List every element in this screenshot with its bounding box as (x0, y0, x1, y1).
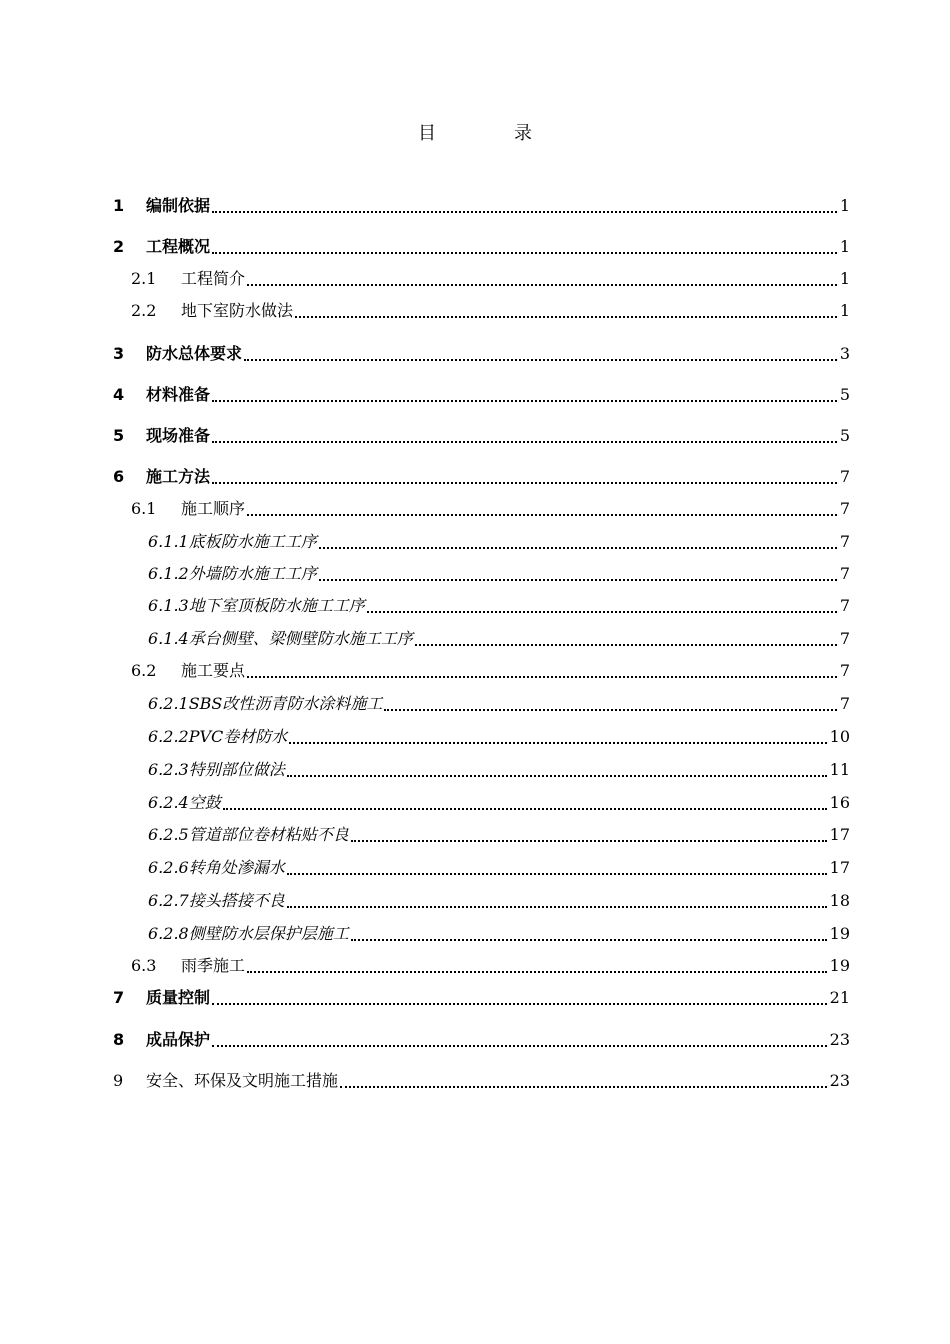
toc-dot-leader (247, 282, 837, 286)
toc-dot-leader (212, 1001, 827, 1005)
page-title-left: 目 (418, 123, 436, 144)
toc-entry-title: 地下室防水做法 (181, 298, 295, 324)
toc-entry-number: 9 (113, 1071, 124, 1090)
toc-entry-page: 5 (837, 423, 850, 449)
toc-entry[interactable] (0, 193, 950, 219)
toc-entry-title: 工程概况 (146, 234, 212, 260)
toc-entry-title: 安全、环保及文明施工措施 (146, 1068, 340, 1094)
toc-entry-number: 2 (113, 237, 125, 256)
toc-entry-number: 6 (113, 467, 125, 486)
toc-entry-page: 1 (837, 193, 850, 219)
toc-entry[interactable] (0, 985, 950, 1011)
toc-entry[interactable] (0, 593, 950, 619)
toc-dot-leader (212, 398, 837, 402)
toc-entry-title: 现场准备 (146, 423, 212, 449)
toc-entry-number: 5 (113, 426, 125, 445)
toc-dot-leader (287, 904, 827, 908)
toc-dot-leader (367, 609, 837, 613)
page-title-right: 录 (514, 123, 532, 144)
toc-entry[interactable] (0, 561, 950, 587)
toc-entry-title: 质量控制 (146, 985, 212, 1011)
toc-entry-title: 6.1.2外墙防水施工工序 (148, 561, 319, 587)
toc-entry-number: 6.2 (131, 661, 157, 680)
toc-entry-page: 23 (827, 1027, 850, 1053)
toc-entry[interactable] (0, 266, 950, 292)
toc-entry-title: 6.2.1SBS改性沥青防水涂料施工 (148, 691, 384, 717)
toc-entry-title: 6.2.2PVC卷材防水 (148, 724, 289, 750)
toc-entry-title: 6.2.8侧壁防水层保护层施工 (148, 921, 351, 947)
toc-entry-number: 7 (113, 988, 125, 1007)
toc-entry[interactable] (0, 691, 950, 717)
toc-entry-title: 6.2.4空鼓 (148, 790, 223, 816)
toc-entry-page: 18 (827, 888, 850, 914)
toc-dot-leader (212, 1043, 827, 1047)
toc-entry-title: 6.2.5管道部位卷材粘贴不良 (148, 822, 351, 848)
toc-entry-page: 11 (827, 757, 850, 783)
toc-entry-title: 工程简介 (181, 266, 247, 292)
toc-dot-leader (319, 545, 837, 549)
toc-dot-leader (223, 806, 827, 810)
toc-entry[interactable] (0, 1068, 950, 1094)
toc-entry[interactable] (0, 298, 950, 324)
toc-entry[interactable] (0, 855, 950, 881)
toc-dot-leader (351, 937, 827, 941)
toc-entry[interactable] (0, 234, 950, 260)
toc-entry-title: 6.2.7接头搭接不良 (148, 888, 287, 914)
toc-entry-number: 8 (113, 1030, 125, 1049)
toc-entry-title: 材料准备 (146, 382, 212, 408)
toc-entry-page: 1 (837, 298, 850, 324)
toc-entry[interactable] (0, 423, 950, 449)
toc-entry-title: 编制依据 (146, 193, 212, 219)
toc-dot-leader (384, 707, 837, 711)
toc-entry-page: 23 (827, 1068, 850, 1094)
toc-entry-page: 7 (837, 496, 850, 522)
toc-entry-number: 3 (113, 344, 125, 363)
toc-entry-title: 防水总体要求 (146, 341, 244, 367)
toc-entry-page: 10 (827, 724, 850, 750)
toc-entry-page: 7 (837, 561, 850, 587)
toc-entry-title: 雨季施工 (181, 953, 247, 979)
toc-entry-page: 19 (827, 921, 850, 947)
toc-entry-title: 成品保护 (146, 1027, 212, 1053)
toc-entry-page: 7 (837, 464, 850, 490)
toc-entry-number: 4 (113, 385, 125, 404)
toc-entry-title: 6.2.6转角处渗漏水 (148, 855, 287, 881)
toc-entry-title: 6.2.3特别部位做法 (148, 757, 287, 783)
toc-entry[interactable] (0, 921, 950, 947)
toc-entry-number: 2.1 (131, 269, 157, 288)
toc-dot-leader (212, 439, 837, 443)
toc-entry-page: 17 (827, 822, 850, 848)
toc-entry-page: 16 (827, 790, 850, 816)
toc-entry[interactable] (0, 626, 950, 652)
toc-entry[interactable] (0, 822, 950, 848)
toc-dot-leader (287, 871, 827, 875)
toc-entry-title: 6.1.1底板防水施工工序 (148, 529, 319, 555)
toc-entry-page: 7 (837, 658, 850, 684)
toc-entry[interactable] (0, 529, 950, 555)
toc-entry-page: 21 (827, 985, 850, 1011)
toc-entry-title: 施工方法 (146, 464, 212, 490)
toc-entry-page: 17 (827, 855, 850, 881)
toc-entry[interactable] (0, 341, 950, 367)
toc-entry[interactable] (0, 496, 950, 522)
toc-entry-number: 6.3 (131, 956, 157, 975)
toc-entry-title: 施工要点 (181, 658, 247, 684)
toc-entry-page: 7 (837, 593, 850, 619)
toc-dot-leader (244, 357, 837, 361)
toc-dot-leader (289, 740, 827, 744)
toc-dot-leader (212, 250, 837, 254)
toc-entry-page: 7 (837, 529, 850, 555)
page-title (0, 121, 950, 147)
toc-entry-number: 2.2 (131, 301, 157, 320)
toc-entry-page: 1 (837, 266, 850, 292)
toc-dot-leader (212, 480, 837, 484)
toc-dot-leader (295, 314, 837, 318)
toc-entry-number: 6.1 (131, 499, 157, 518)
toc-entry[interactable] (0, 953, 950, 979)
toc-entry[interactable] (0, 724, 950, 750)
toc-entry[interactable] (0, 382, 950, 408)
toc-entry-page: 5 (837, 382, 850, 408)
toc-entry-title: 6.1.4承台侧壁、梁侧壁防水施工工序 (148, 626, 415, 652)
toc-entry[interactable] (0, 790, 950, 816)
toc-entry-page: 3 (837, 341, 850, 367)
toc-entry-page: 7 (837, 626, 850, 652)
toc-entry-page: 1 (837, 234, 850, 260)
toc-entry[interactable] (0, 1027, 950, 1053)
toc-dot-leader (247, 674, 837, 678)
toc-entry[interactable] (0, 757, 950, 783)
toc-dot-leader (247, 512, 837, 516)
toc-entry-title: 施工顺序 (181, 496, 247, 522)
toc-dot-leader (212, 209, 837, 213)
toc-dot-leader (319, 577, 837, 581)
toc-dot-leader (287, 773, 827, 777)
toc-entry-page: 19 (827, 953, 850, 979)
toc-entry-page: 7 (837, 691, 850, 717)
toc-dot-leader (340, 1084, 827, 1088)
toc-entry-title: 6.1.3地下室顶板防水施工工序 (148, 593, 367, 619)
toc-dot-leader (247, 969, 827, 973)
toc-dot-leader (415, 642, 837, 646)
toc-entry[interactable] (0, 464, 950, 490)
toc-entry-number: 1 (113, 196, 125, 215)
toc-entry[interactable] (0, 888, 950, 914)
toc-entry[interactable] (0, 658, 950, 684)
toc-dot-leader (351, 838, 827, 842)
